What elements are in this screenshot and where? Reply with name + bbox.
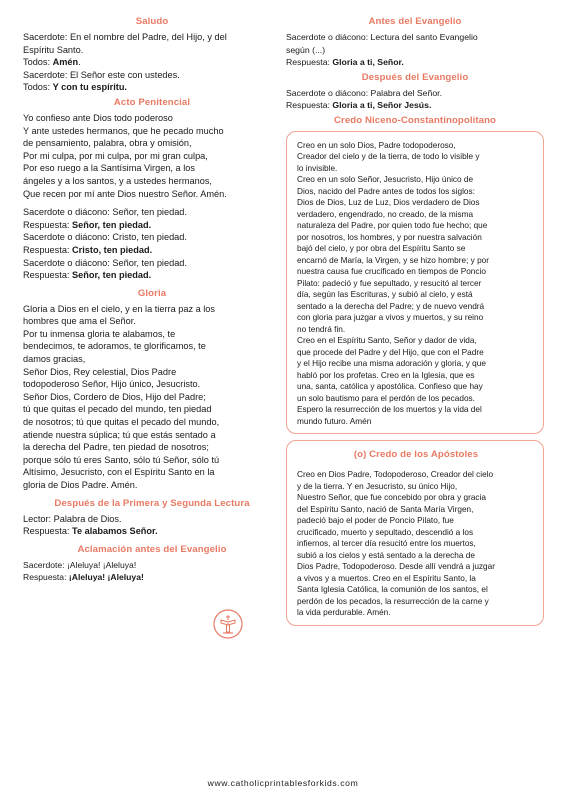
- creed-line: Creo en Dios Padre, Todopoderoso, Creador del cielo: [297, 470, 494, 480]
- response-label: Respuesta:: [23, 526, 73, 537]
- prayer-line: Que recen por mí ante Dios nuestro Señor. Amén.: [23, 188, 227, 199]
- section-antes-evangelio: [286, 16, 544, 69]
- creed-line: mundo futuro. Amén: [297, 416, 372, 426]
- creed-line: sentado a la derecha del Padre; y de nuevo vendrá: [297, 301, 485, 311]
- creed-line: y el Hijo recibe una misma adoración y gloria, y que: [297, 359, 486, 369]
- section-title: Después de la Primera y Segunda Lectura: [54, 497, 250, 509]
- creed-line: Creo en el Espíritu Santo, Señor y dador de vida,: [297, 336, 477, 346]
- response-text: Gloria a ti, Señor.: [332, 57, 404, 68]
- section-title: Credo Niceno-Constantinopolitano: [333, 114, 497, 126]
- response-label: Respuesta:: [23, 270, 73, 281]
- response-line: [23, 56, 281, 69]
- response-line: [23, 525, 281, 538]
- response-text: Gloria a ti, Señor Jesús.: [332, 100, 432, 111]
- section-title: Acto Penitencial: [113, 96, 191, 108]
- text-line: Sacerdote o diácono: Cristo, ten piedad.: [23, 232, 187, 243]
- creed-line: naturaleza del Padre, por quien todo fue hecho; que: [297, 221, 488, 231]
- response-line: [23, 244, 281, 257]
- response-label: Respuesta:: [286, 100, 333, 111]
- prayer-line: de pensamiento, palabra, obra y omisión,: [23, 138, 192, 149]
- response-label: Respuesta:: [23, 572, 69, 583]
- creed-line: la vida perdurable. Amén.: [297, 608, 391, 618]
- creed-line: padeció bajo el poder de Poncio Pilato, fue: [297, 516, 454, 526]
- creed-line: Creador del cielo y de la tierra, de todo lo visible y: [297, 152, 480, 162]
- creed-line: Pilato: padeció y fue sepultado, y resucitó al tercer: [297, 278, 482, 288]
- section-credo-niceno: [286, 115, 544, 435]
- response-label: Todos:: [23, 57, 53, 68]
- prayer-line: atiende nuestra súplica; tú que estás sentado a: [23, 429, 216, 440]
- lectern-bible-icon: [213, 609, 243, 639]
- text-line: según (...): [286, 44, 326, 55]
- text-line: Sacerdote o diácono: Señor, ten piedad.: [23, 207, 187, 218]
- text-line: Sacerdote: En el nombre del Padre, del Hijo, y del: [23, 32, 227, 42]
- response-label: Respuesta:: [23, 219, 73, 230]
- left-column: [23, 16, 281, 584]
- section-title: (o) Credo de los Apóstoles: [353, 449, 479, 461]
- creed-line: verdadero, engendrado, no creado, de la misma: [297, 209, 474, 219]
- prayer-line: de nosotros; tú que quitas el pecado del mundo,: [23, 417, 220, 428]
- creed-line: nuestra causa fue crucificado en tiempos de Poncio: [297, 267, 486, 277]
- section-despues-evangelio: [286, 72, 544, 112]
- section-title: Aclamación antes del Evangelio: [77, 543, 227, 555]
- response-line: [286, 99, 544, 112]
- creed-line: perdón de los pecados, la resurrección de la carne y: [297, 596, 489, 606]
- creed-line: lo invisible.: [297, 163, 338, 173]
- creed-line: Creo en un solo Dios, Padre todopoderoso,: [297, 140, 456, 150]
- creed-line: día, según las Escrituras, y subió al cielo, y está: [297, 290, 473, 300]
- response-text: Cristo, ten piedad.: [72, 244, 153, 255]
- section-title: Después del Evangelio: [361, 71, 469, 83]
- creed-line: encarnó de María, la Virgen, y se hizo hombre; y por: [297, 255, 489, 265]
- response-text: Señor, ten piedad.: [72, 219, 152, 230]
- credo-niceno-box: [286, 131, 544, 435]
- section-acto-penitencial: [23, 97, 281, 282]
- creed-line: Espero la resurrección de los muertos y la vida del: [297, 405, 482, 415]
- creed-line: Dios, nacido del Padre antes de todos los siglos:: [297, 186, 475, 196]
- response-line: [23, 269, 281, 282]
- section-saludo: [23, 16, 281, 94]
- prayer-line: Señor Dios, Cordero de Dios, Hijo del Padre;: [23, 391, 206, 402]
- section-credo-apostoles: [286, 440, 544, 626]
- creed-line: un solo bautismo para el perdón de los pecados.: [297, 393, 475, 403]
- creed-line: y de la tierra. Y en Jesucristo, su único Hijo,: [297, 481, 458, 491]
- prayer-line: Y ante ustedes hermanos, que he pecado mucho: [23, 125, 224, 136]
- creed-line: no tendrá fin.: [297, 324, 346, 334]
- prayer-line: Por tu inmensa gloria te alabamos, te: [23, 328, 176, 339]
- response-text: Te alabamos Señor.: [72, 526, 158, 537]
- response-line: [286, 56, 544, 69]
- prayer-line: damos gracias,: [23, 354, 86, 365]
- response-text: ¡Aleluya! ¡Aleluya!: [68, 572, 144, 583]
- creed-line: que procede del Padre y del Hijo, que con el Padre: [297, 347, 484, 357]
- creed-line: Dios de Dios, Luz de Luz, Dios verdadero de Dios: [297, 198, 480, 208]
- section-title: Antes del Evangelio: [368, 16, 462, 27]
- creed-line: subió a los cielos y está sentado a la derecha de: [297, 550, 475, 560]
- response-text: Y con tu espíritu.: [52, 82, 127, 93]
- prayer-line: Yo confieso ante Dios todo poderoso: [23, 112, 173, 123]
- creed-line: con gloria para juzgar a vivos y muertos, y su reino: [297, 313, 484, 323]
- footer-website-link[interactable]: www.catholicprintablesforkids.com: [207, 778, 359, 788]
- creed-line: Nuestro Señor, que fue concebido por obra y gracia: [297, 493, 486, 503]
- prayer-line: Gloria a Dios en el cielo, y en la tierra paz a los: [23, 303, 216, 314]
- prayer-line: Por mi culpa, por mi culpa, por mi gran culpa,: [23, 150, 208, 161]
- response-label: Todos:: [23, 82, 53, 93]
- section-title: Saludo: [135, 16, 169, 27]
- creed-line: crucificado, muerto y sepultado, descendió a los: [297, 527, 474, 537]
- response-label: Respuesta:: [23, 244, 73, 255]
- section-gloria: [23, 288, 281, 492]
- creed-line: por nosotros, los hombres, y por nuestra salvación: [297, 232, 482, 242]
- prayer-line: bendecimos, te adoramos, te glorificamos, te: [23, 341, 206, 352]
- credo-apostoles-box: [286, 440, 544, 626]
- prayer-line: hombres que ama el Señor.: [23, 316, 136, 327]
- prayer-line: la derecha del Padre, ten piedad de nosotros;: [23, 442, 209, 453]
- prayer-line: Por eso ruego a la Santísima Virgen, a los: [23, 163, 195, 174]
- text-line: Sacerdote: El Señor este con ustedes.: [23, 69, 180, 80]
- response-text: Amén: [52, 57, 79, 68]
- prayer-line: Altísimo, Jesucristo, con el Espíritu Santo en la: [23, 467, 215, 478]
- right-column: [286, 16, 544, 632]
- prayer-line: tú que quitas el pecado del mundo, ten piedad: [23, 404, 212, 415]
- prayer-line: todopoderoso Señor, Hijo único, Jesucristo.: [23, 379, 201, 390]
- text-line: Lector: Palabra de Dios.: [23, 513, 122, 524]
- creed-line: Dios Padre, Todopoderoso. Desde allí vendrá a juzgar: [297, 562, 495, 572]
- text-line: Sacerdote o diácono: Señor, ten piedad.: [23, 257, 187, 268]
- creed-line: del Espíritu Santo, nació de Santa María Virgen,: [297, 504, 474, 514]
- creed-line: bajó del cielo, y por obra del Espíritu Santo se: [297, 244, 466, 254]
- response-label: Respuesta:: [286, 57, 333, 68]
- creed-line: Creo en un solo Señor, Jesucristo, Hijo único de: [297, 175, 474, 185]
- creed-line: Santa Iglesia Católica, la comunión de los santos, el: [297, 585, 488, 595]
- creed-line: a vivos y a muertos. Creo en el Espíritu Santo, la: [297, 573, 476, 583]
- prayer-line: porque sólo tú eres Santo, sólo tú Señor, sólo tú: [23, 454, 220, 465]
- prayer-line: gloria de Dios Padre. Amén.: [23, 480, 138, 490]
- text-line: Sacerdote: ¡Aleluya! ¡Aleluya!: [23, 559, 137, 570]
- text-line: Sacerdote o diácono: Lectura del santo Evangelio: [286, 32, 478, 42]
- prayer-line: ángeles y a los santos, y a ustedes hermanos,: [23, 175, 212, 186]
- creed-line: habló por los profetas. Creo en la Iglesia, que es: [297, 370, 475, 380]
- response-text: Señor, ten piedad.: [72, 270, 152, 281]
- response-line: [23, 219, 281, 232]
- section-title: Gloria: [137, 287, 167, 299]
- text-line: Sacerdote o diácono: Palabra del Señor.: [286, 87, 443, 98]
- prayer-line: Señor Dios, Rey celestial, Dios Padre: [23, 366, 177, 377]
- response-line: [23, 571, 281, 584]
- punctuation: .: [78, 57, 81, 68]
- creed-line: una, santa, católica y apostólica. Confieso que hay: [297, 382, 483, 392]
- creed-line: infiernos, al tercer día resucitó entre los muertos,: [297, 539, 476, 549]
- section-lectura: [23, 498, 281, 538]
- text-line: Espíritu Santo.: [23, 44, 84, 55]
- section-aclamacion: [23, 544, 281, 584]
- response-line: [23, 81, 281, 94]
